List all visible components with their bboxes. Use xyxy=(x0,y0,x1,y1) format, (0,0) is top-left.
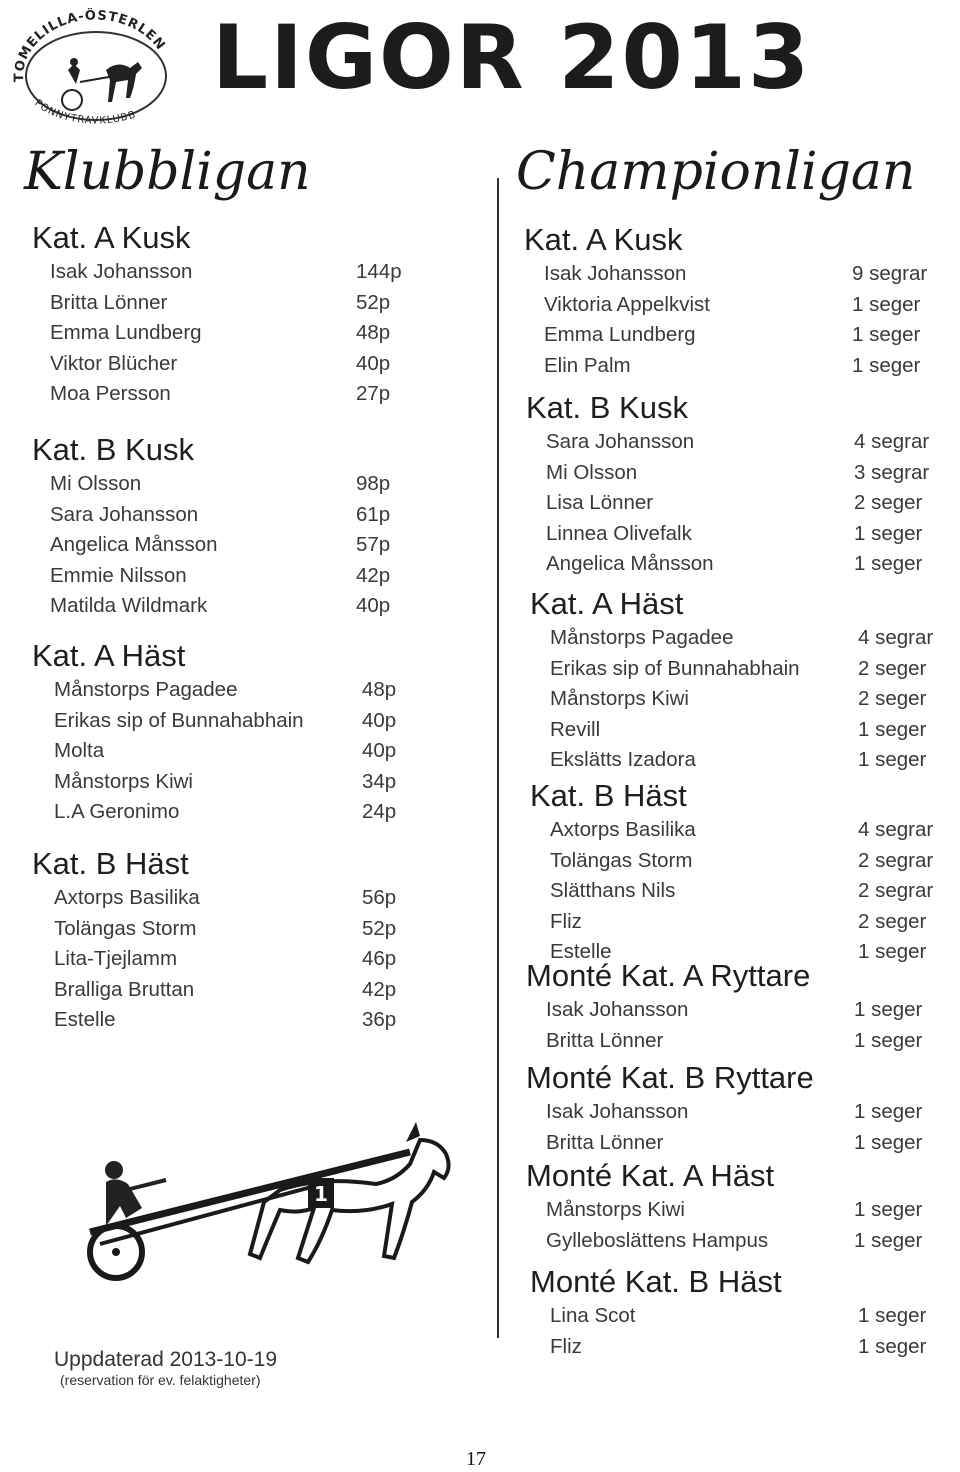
page-title: LIGOR 2013 xyxy=(212,6,812,109)
list-item: Britta Lönner 1 seger xyxy=(546,1028,923,1052)
list-item: Revill 1 seger xyxy=(550,717,927,741)
championligan-kat-a-kusk xyxy=(524,222,928,380)
section-title: Monté Kat. B Häst xyxy=(530,1264,782,1299)
sulky-number: 1 xyxy=(314,1182,328,1206)
championligan-kat-b-kusk xyxy=(526,390,930,579)
championligan-monte-b-hast xyxy=(530,1264,927,1361)
list-item: Tolängas Storm 52p xyxy=(54,916,397,940)
list-item: Sara Johansson 4 segrar xyxy=(546,430,930,453)
list-item: Isak Johansson 1 seger xyxy=(546,998,923,1021)
championligan-monte-a-ryttare xyxy=(526,958,923,1055)
klubbligan-kat-a-kusk xyxy=(32,220,402,409)
klubbligan-kat-b-kusk xyxy=(32,432,391,621)
club-logo xyxy=(6,8,182,132)
section-title: Kat. A Häst xyxy=(530,586,684,621)
logo-text-top: TOMELILLA-ÖSTERLEN xyxy=(12,8,169,83)
list-item: Britta Lönner 1 seger xyxy=(546,1130,923,1154)
logo-text-bottom: PONNYTRAVKLUBB xyxy=(32,97,138,127)
championligan-kat-a-hast xyxy=(530,586,934,775)
list-item: Axtorps Basilika 56p xyxy=(54,886,397,909)
section-title: Monté Kat. B Ryttare xyxy=(526,1060,814,1095)
list-item: Månstorps Pagadee 48p xyxy=(54,678,397,701)
updated-note xyxy=(54,1348,277,1388)
reservation-note: (reservation för ev. felaktigheter) xyxy=(60,1372,261,1388)
section-title: Kat. B Häst xyxy=(32,846,189,881)
list-item: Bralliga Bruttan 42p xyxy=(54,977,397,1001)
list-item: Lina Scot 1 seger xyxy=(550,1304,927,1327)
updated-date: Uppdaterad 2013-10-19 xyxy=(54,1348,278,1371)
column-divider xyxy=(497,178,499,1338)
list-item: Emmie Nilsson 42p xyxy=(50,563,391,587)
list-item: L.A Geronimo 24p xyxy=(54,800,397,823)
list-item: Angelica Månsson 1 seger xyxy=(546,552,923,575)
list-item: Fliz 2 seger xyxy=(550,909,927,933)
section-title: Monté Kat. A Häst xyxy=(526,1158,775,1193)
list-item: Isak Johansson 1 seger xyxy=(546,1100,923,1123)
list-item: Viktor Blücher 40p xyxy=(50,351,391,375)
klubbligan-kat-a-hast xyxy=(32,638,397,827)
list-item: Ekslätts Izadora 1 seger xyxy=(550,748,927,771)
list-item: Matilda Wildmark 40p xyxy=(50,594,391,617)
list-item: Gylleboslättens Hampus 1 seger xyxy=(546,1228,923,1252)
list-item: Slätthans Nils 2 segrar xyxy=(550,879,934,902)
list-item: Isak Johansson 9 segrar xyxy=(544,262,928,285)
list-item: Tolängas Storm 2 segrar xyxy=(550,848,934,872)
list-item: Mi Olsson 98p xyxy=(50,472,391,495)
list-item: Emma Lundberg 1 seger xyxy=(544,323,921,346)
list-item: Månstorps Kiwi 1 seger xyxy=(546,1198,923,1221)
list-item: Månstorps Pagadee 4 segrar xyxy=(550,626,934,649)
list-item: Axtorps Basilika 4 segrar xyxy=(550,818,934,841)
section-title: Kat. A Kusk xyxy=(32,220,191,255)
list-item: Moa Persson 27p xyxy=(50,382,391,405)
list-item: Molta 40p xyxy=(54,739,397,762)
list-item: Fliz 1 seger xyxy=(550,1334,927,1358)
section-title: Kat. B Kusk xyxy=(526,390,688,425)
list-item: Elin Palm 1 seger xyxy=(544,353,921,377)
list-item: Erikas sip of Bunnahabhain 2 seger xyxy=(550,656,927,680)
championligan-monte-a-hast xyxy=(526,1158,923,1255)
svg-text:PONNYTRAVKLUBB xyxy=(32,98,137,127)
list-item: Mi Olsson 3 segrar xyxy=(546,460,930,484)
list-item: Angelica Månsson 57p xyxy=(50,533,391,556)
championligan-kat-b-hast xyxy=(530,778,934,967)
klubbligan-heading: Klubbligan xyxy=(24,142,311,202)
championligan-monte-b-ryttare xyxy=(526,1060,923,1157)
page-number: 17 xyxy=(466,1448,486,1470)
list-item: Isak Johansson 144p xyxy=(50,260,402,283)
section-title: Kat. A Häst xyxy=(32,638,186,673)
list-item: Estelle 36p xyxy=(54,1008,397,1031)
section-title: Kat. A Kusk xyxy=(524,222,683,257)
section-title: Kat. B Kusk xyxy=(32,432,194,467)
harness-racing-illustration xyxy=(80,1112,460,1302)
list-item: Linnea Olivefalk 1 seger xyxy=(546,521,923,545)
list-item: Lisa Lönner 2 seger xyxy=(546,491,923,514)
klubbligan-kat-b-hast xyxy=(32,846,397,1035)
championligan-heading: Championligan xyxy=(516,142,916,202)
list-item: Estelle 1 seger xyxy=(550,940,927,963)
section-title: Monté Kat. A Ryttare xyxy=(526,958,811,993)
section-title: Kat. B Häst xyxy=(530,778,687,813)
list-item: Britta Lönner 52p xyxy=(50,290,391,314)
list-item: Viktoria Appelkvist 1 seger xyxy=(544,292,921,316)
list-item: Månstorps Kiwi 2 seger xyxy=(550,687,927,710)
list-item: Lita-Tjejlamm 46p xyxy=(54,947,397,970)
list-item: Månstorps Kiwi 34p xyxy=(54,769,397,793)
list-item: Sara Johansson 61p xyxy=(50,502,391,526)
list-item: Emma Lundberg 48p xyxy=(50,321,391,344)
list-item: Erikas sip of Bunnahabhain 40p xyxy=(54,708,397,732)
